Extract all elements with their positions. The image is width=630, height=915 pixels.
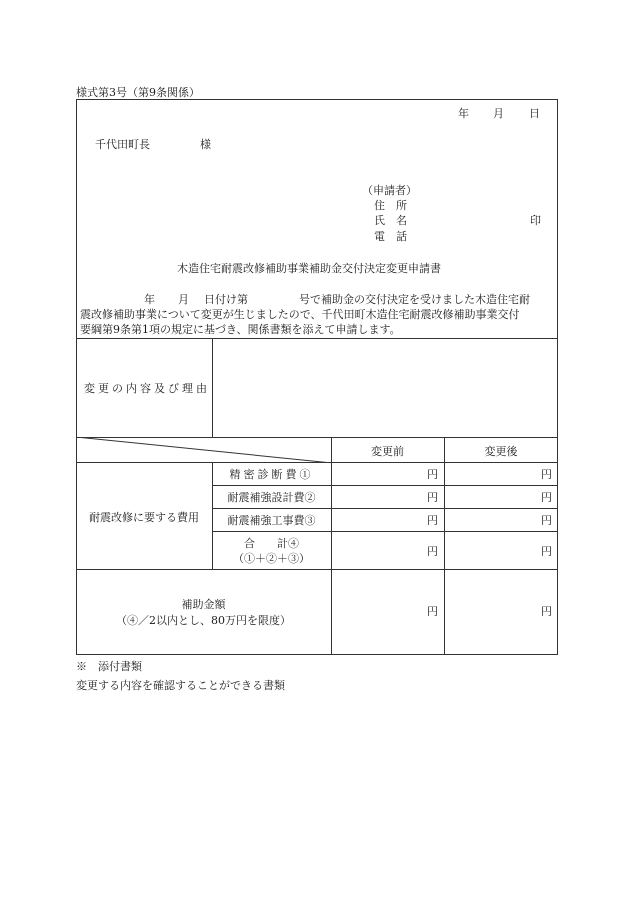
body-month: 月: [178, 293, 189, 306]
attachments-item: 変更する内容を確認することができる書類: [76, 679, 285, 692]
row-construction-after[interactable]: 円: [541, 514, 552, 527]
applicant-name-label: 氏 名: [374, 214, 407, 227]
addressee-name: 千代田町長: [95, 138, 150, 151]
subsidy-condition: （④／2以内とし、80万円を限度）: [116, 614, 291, 627]
column-before: 変更前: [371, 445, 404, 458]
date-day[interactable]: 日: [529, 107, 540, 120]
body-day-number: 日付け第: [204, 293, 248, 306]
row-diagnosis-after[interactable]: 円: [541, 468, 552, 481]
attachments-heading: ※ 添付書類: [76, 660, 142, 673]
body-year: 年: [144, 293, 155, 306]
body-line-1: 号で補助金の交付決定を受けました木造住宅耐: [299, 293, 530, 306]
subsidy-label: 補助金額: [181, 598, 226, 611]
applicant-phone-label: 電 話: [374, 230, 407, 243]
row-construction-before[interactable]: 円: [427, 514, 438, 527]
addressee-honorific: 様: [200, 138, 211, 151]
column-after: 変更後: [484, 445, 518, 458]
total-after[interactable]: 円: [541, 545, 552, 558]
row-design-before[interactable]: 円: [427, 491, 438, 504]
body-line-3: 要綱第9条第1項の規定に基づき、関係書類を添えて申請します。: [80, 323, 401, 336]
subsidy-before[interactable]: 円: [427, 605, 438, 618]
row-label-diagnosis: 精密診断費①: [229, 468, 314, 481]
total-label: 合 計④: [244, 537, 299, 550]
row-label-construction: 耐震補強工事費③: [227, 514, 316, 527]
applicant-address-label: 住 所: [374, 199, 407, 212]
total-formula: （①＋②＋③）: [233, 552, 310, 565]
document-title: 木造住宅耐震改修補助事業補助金交付決定変更申請書: [177, 262, 441, 275]
form-number: 様式第3号（第9条関係）: [76, 86, 200, 99]
reason-field[interactable]: [214, 340, 556, 436]
applicant-header: （申請者）: [362, 184, 417, 197]
subsidy-after[interactable]: 円: [541, 605, 552, 618]
reason-label: 変更の内容及び理由: [84, 382, 210, 395]
row-design-after[interactable]: 円: [541, 491, 552, 504]
body-line-2: 震改修補助事業について変更が生じましたので、千代田町木造住宅耐震改修補助事業交付: [80, 308, 520, 321]
date-month[interactable]: 月: [493, 107, 504, 120]
seal-mark: 印: [530, 214, 541, 227]
row-label-design: 耐震補強設計費②: [227, 491, 316, 504]
diagonal-header-cell: [76, 437, 332, 463]
row-diagnosis-before[interactable]: 円: [427, 468, 438, 481]
date-year[interactable]: 年: [458, 107, 469, 120]
cost-label: 耐震改修に要する費用: [89, 511, 199, 524]
total-before[interactable]: 円: [427, 545, 438, 558]
